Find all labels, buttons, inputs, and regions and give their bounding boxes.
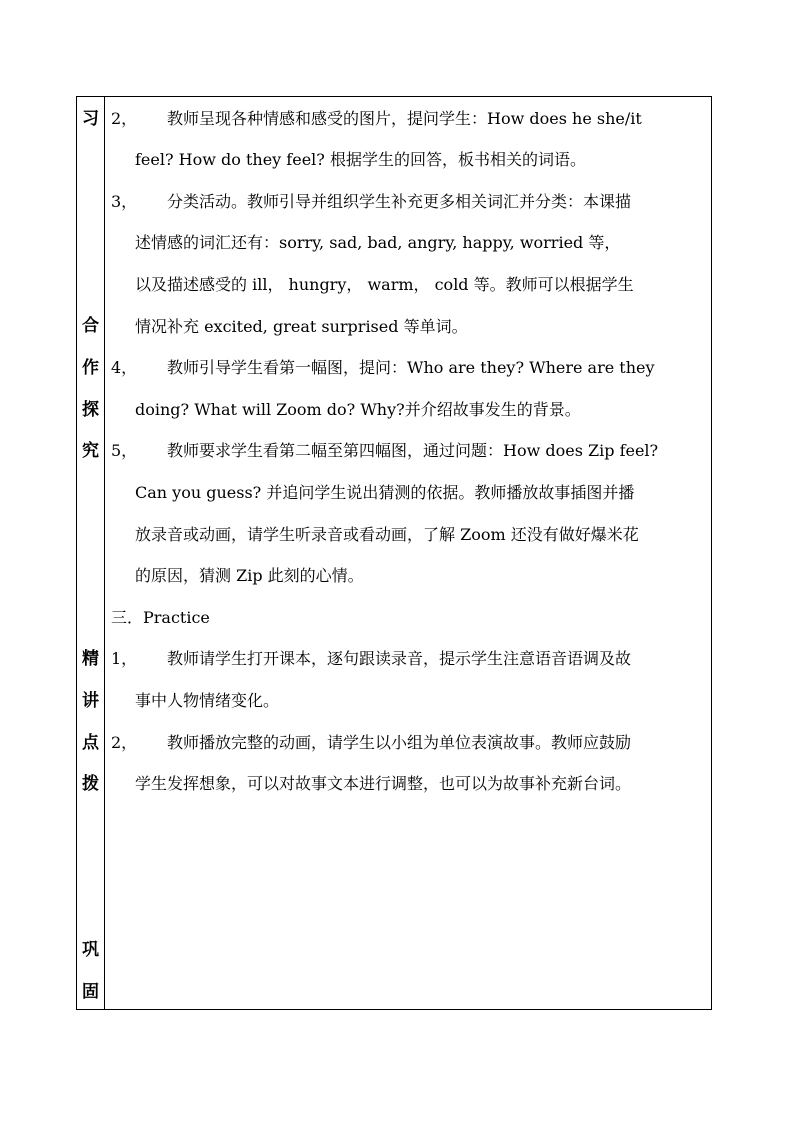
- item-text: 教师引导学生看第一幅图，提问：Who are they? Where are they: [167, 358, 655, 377]
- item-text: 教师播放完整的动画，请学生以小组为单位表演故事。教师应鼓励: [167, 733, 632, 752]
- side-label-gu: 固: [82, 982, 99, 1002]
- side-label-zuo: 作: [82, 358, 99, 378]
- side-label-gong: 巩: [82, 940, 99, 960]
- item-text: doing? What will Zoom do? Why?并介绍故事发生的背景。: [135, 400, 581, 419]
- item-text: feel? How do they feel? 根据学生的回答，板书相关的词语。: [135, 150, 586, 169]
- item-text: 的原因，猜测 Zip 此刻的心情。: [135, 566, 364, 585]
- side-label-tan: 探: [82, 400, 99, 420]
- side-label-bo: 拨: [82, 774, 99, 794]
- item-text: 教师请学生打开课本，逐句跟读录音，提示学生注意语音语调及故: [167, 649, 632, 668]
- side-label-jiu: 究: [82, 441, 99, 461]
- item-text: 以及描述感受的 ill， hungry， warm， cold 等。教师可以根据学生: [135, 275, 634, 294]
- item-text: 情况补充 excited, great surprised 等单词。: [135, 317, 468, 336]
- item-number: 4，: [111, 358, 138, 377]
- item-number: 3，: [111, 192, 138, 211]
- side-label-dian: 点: [82, 733, 99, 753]
- item-number: 5，: [111, 441, 138, 460]
- item-text: Can you guess? 并追问学生说出猜测的依据。教师播放故事插图并播: [135, 483, 635, 502]
- item-text: 教师呈现各种情感和感受的图片，提问学生：How does he she/it: [167, 109, 642, 128]
- item-text: 分类活动。教师引导并组织学生补充更多相关词汇并分类：本课描: [167, 192, 632, 211]
- item-text: 述情感的词汇还有：sorry, sad, bad, angry, happy, worried 等，: [135, 233, 621, 252]
- side-label-he: 合: [82, 316, 99, 336]
- column-divider: [104, 97, 105, 1009]
- side-label-xi: 习: [82, 109, 99, 129]
- lesson-table: [76, 96, 712, 1010]
- item-text: 放录音或动画，请学生听录音或看动画，了解 Zoom 还没有做好爆米花: [135, 525, 639, 544]
- item-text: 教师要求学生看第二幅至第四幅图，通过问题：How does Zip feel?: [167, 441, 659, 460]
- item-text: 学生发挥想象，可以对故事文本进行调整，也可以为故事补充新台词。: [135, 774, 632, 793]
- side-label-jing: 精: [82, 649, 99, 669]
- section-heading: 三．Practice: [111, 608, 210, 627]
- item-number: 2，: [111, 109, 138, 128]
- item-number: 2，: [111, 733, 138, 752]
- item-text: 事中人物情绪变化。: [135, 691, 280, 710]
- item-number: 1，: [111, 649, 138, 668]
- side-label-jiang: 讲: [82, 691, 99, 711]
